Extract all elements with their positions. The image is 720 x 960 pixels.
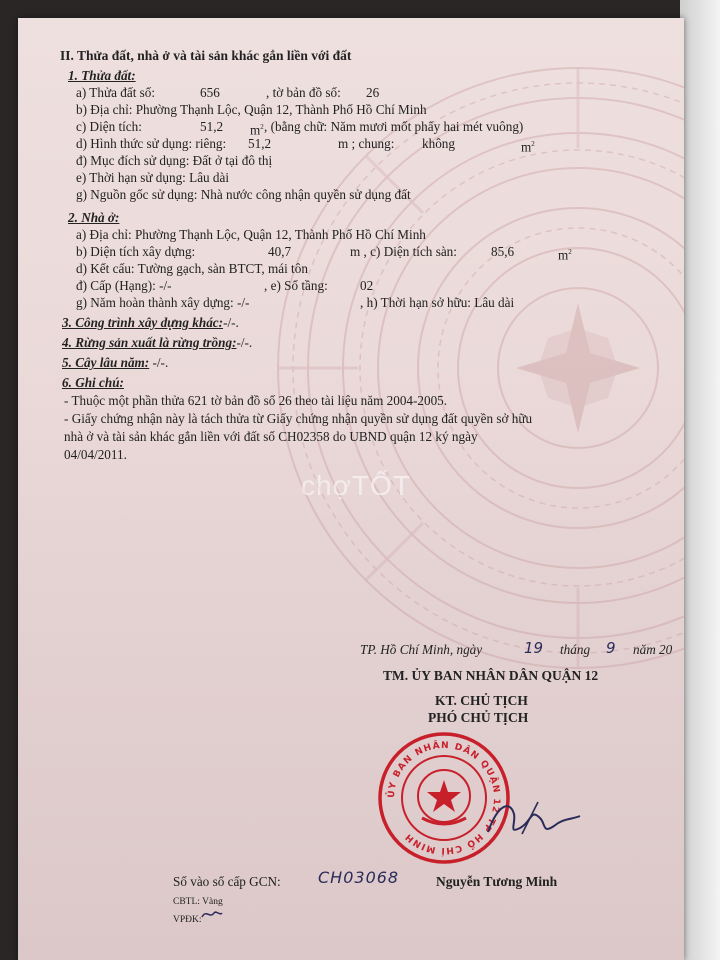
map-sheet-value: 26 xyxy=(366,85,380,100)
registry-label: Số vào sổ cấp GCN: xyxy=(173,874,281,889)
usage-form-label: d) Hình thức sử dụng: riêng: xyxy=(76,136,227,151)
area-in-words: , (bằng chữ: Năm mươi mốt phẩy hai mét vuông) xyxy=(264,119,524,134)
issuing-org: TM. ỦY BAN NHÂN DÂN QUẬN 12 xyxy=(383,668,599,683)
usage-purpose: đ) Mục đích sử dụng: Đất ở tại đô thị xyxy=(76,153,273,168)
section-title: II. Thửa đất, nhà ở và tài sản khác gắn liền với đất xyxy=(60,48,352,63)
signer-role-1: KT. CHỦ TỊCH xyxy=(435,693,528,708)
floors-value: 02 xyxy=(360,278,374,293)
date-month: 9 xyxy=(606,639,616,657)
floor-area-value: 85,6 xyxy=(491,244,515,259)
planted-forest-heading xyxy=(62,334,252,352)
usage-unit: $m^2$ xyxy=(521,139,535,155)
area-label: c) Diện tích: xyxy=(76,119,142,134)
house-address: a) Địa chỉ: Phường Thạnh Lộc, Quận 12, Thành Phố Hồ Chí Minh xyxy=(76,227,426,242)
note-line-3: nhà ở và tài sản khác gắn liền với đất số CH02358 do UBND quận 12 ký ngày xyxy=(64,429,478,444)
perennial-trees-heading xyxy=(62,354,168,372)
planted-forest-value: -/-. xyxy=(236,335,253,350)
structure: d) Kết cấu: Tường gạch, sàn BTCT, mái tôn xyxy=(76,261,308,276)
other-construction-value: -/-. xyxy=(223,315,239,330)
usage-common-label: m ; chung: xyxy=(338,136,395,151)
certificate-page xyxy=(18,18,684,960)
signature-icon xyxy=(480,794,590,844)
vpdk-label: VPĐK: xyxy=(173,915,202,925)
floor-area-label: m , c) Diện tích sàn: xyxy=(350,244,457,259)
floors-label: , e) Số tầng: xyxy=(264,278,328,293)
note-line-1: - Thuộc một phần thửa 621 tờ bản đồ số 26 theo tài liệu năm 2004-2005. xyxy=(64,393,448,408)
map-sheet-label: , tờ bản đồ số: xyxy=(266,85,341,100)
signer-name: Nguyễn Tương Minh xyxy=(436,874,558,889)
parcel-number-label: a) Thửa đất số: xyxy=(76,85,156,100)
house-heading: 2. Nhà ở: xyxy=(68,210,120,225)
date-day: 19 xyxy=(524,639,544,657)
usage-term: e) Thời hạn sử dụng: Lâu dài xyxy=(76,170,230,185)
initials-icon xyxy=(200,907,224,921)
ownership-term: , h) Thời hạn sở hữu: Lâu dài xyxy=(360,295,515,310)
parcel-number-value: 656 xyxy=(200,85,220,100)
cbtl-label: CBTL: Vàng xyxy=(173,897,223,907)
place-date-label: TP. Hồ Chí Minh, ngày xyxy=(360,642,483,657)
registry-number: CH03068 xyxy=(318,868,400,887)
area-value: 51,2 xyxy=(200,119,224,134)
planted-forest-label: 4. Rừng sản xuất là rừng trồng: xyxy=(62,335,237,350)
note-line-2: - Giấy chứng nhận này là tách thửa từ Giấy chứng nhận quyền sử dụng đất quyền sở hữu xyxy=(64,411,533,426)
notes-heading: 6. Ghi chú: xyxy=(62,375,124,390)
grade: đ) Cấp (Hạng): -/- xyxy=(76,278,172,293)
completion-year: g) Năm hoàn thành xây dựng: -/- xyxy=(76,295,250,310)
area-unit-text: m xyxy=(250,122,261,138)
land-address: b) Địa chỉ: Phường Thạnh Lộc, Quận 12, Thành Phố Hồ Chí Minh xyxy=(76,102,427,117)
floor-area-unit-text: m xyxy=(558,247,569,263)
land-heading: 1. Thửa đất: xyxy=(68,68,136,83)
other-construction-heading xyxy=(62,314,239,332)
usage-origin: g) Nguồn gốc sử dụng: Nhà nước công nhận quyền sử dụng đất xyxy=(76,187,411,202)
year-label: năm 20 xyxy=(633,642,673,657)
perennial-trees-label: 5. Cây lâu năm: xyxy=(62,355,150,370)
month-label: tháng xyxy=(560,642,591,657)
usage-unit-text: m xyxy=(521,139,532,155)
built-area-label: b) Diện tích xây dựng: xyxy=(76,244,196,259)
floor-area-unit: $m^2$ xyxy=(558,247,572,263)
built-area-value: 40,7 xyxy=(268,244,292,259)
adjacent-page xyxy=(680,0,720,960)
signer-role-2: PHÓ CHỦ TỊCH xyxy=(428,710,529,725)
usage-private-value: 51,2 xyxy=(248,136,272,151)
note-line-4: 04/04/2011. xyxy=(64,447,127,462)
perennial-trees-value: -/-. xyxy=(152,355,169,370)
other-construction-label: 3. Công trình xây dựng khác: xyxy=(62,315,224,330)
usage-common-value: không xyxy=(422,136,455,151)
watermark-text: chợTỐT xyxy=(301,470,411,501)
seal-text: ỦY BAN NHÂN DÂN QUẬN 12 TP HỒ CHÍ MINH xyxy=(386,740,502,856)
area-unit: $m^2$ xyxy=(250,122,264,138)
